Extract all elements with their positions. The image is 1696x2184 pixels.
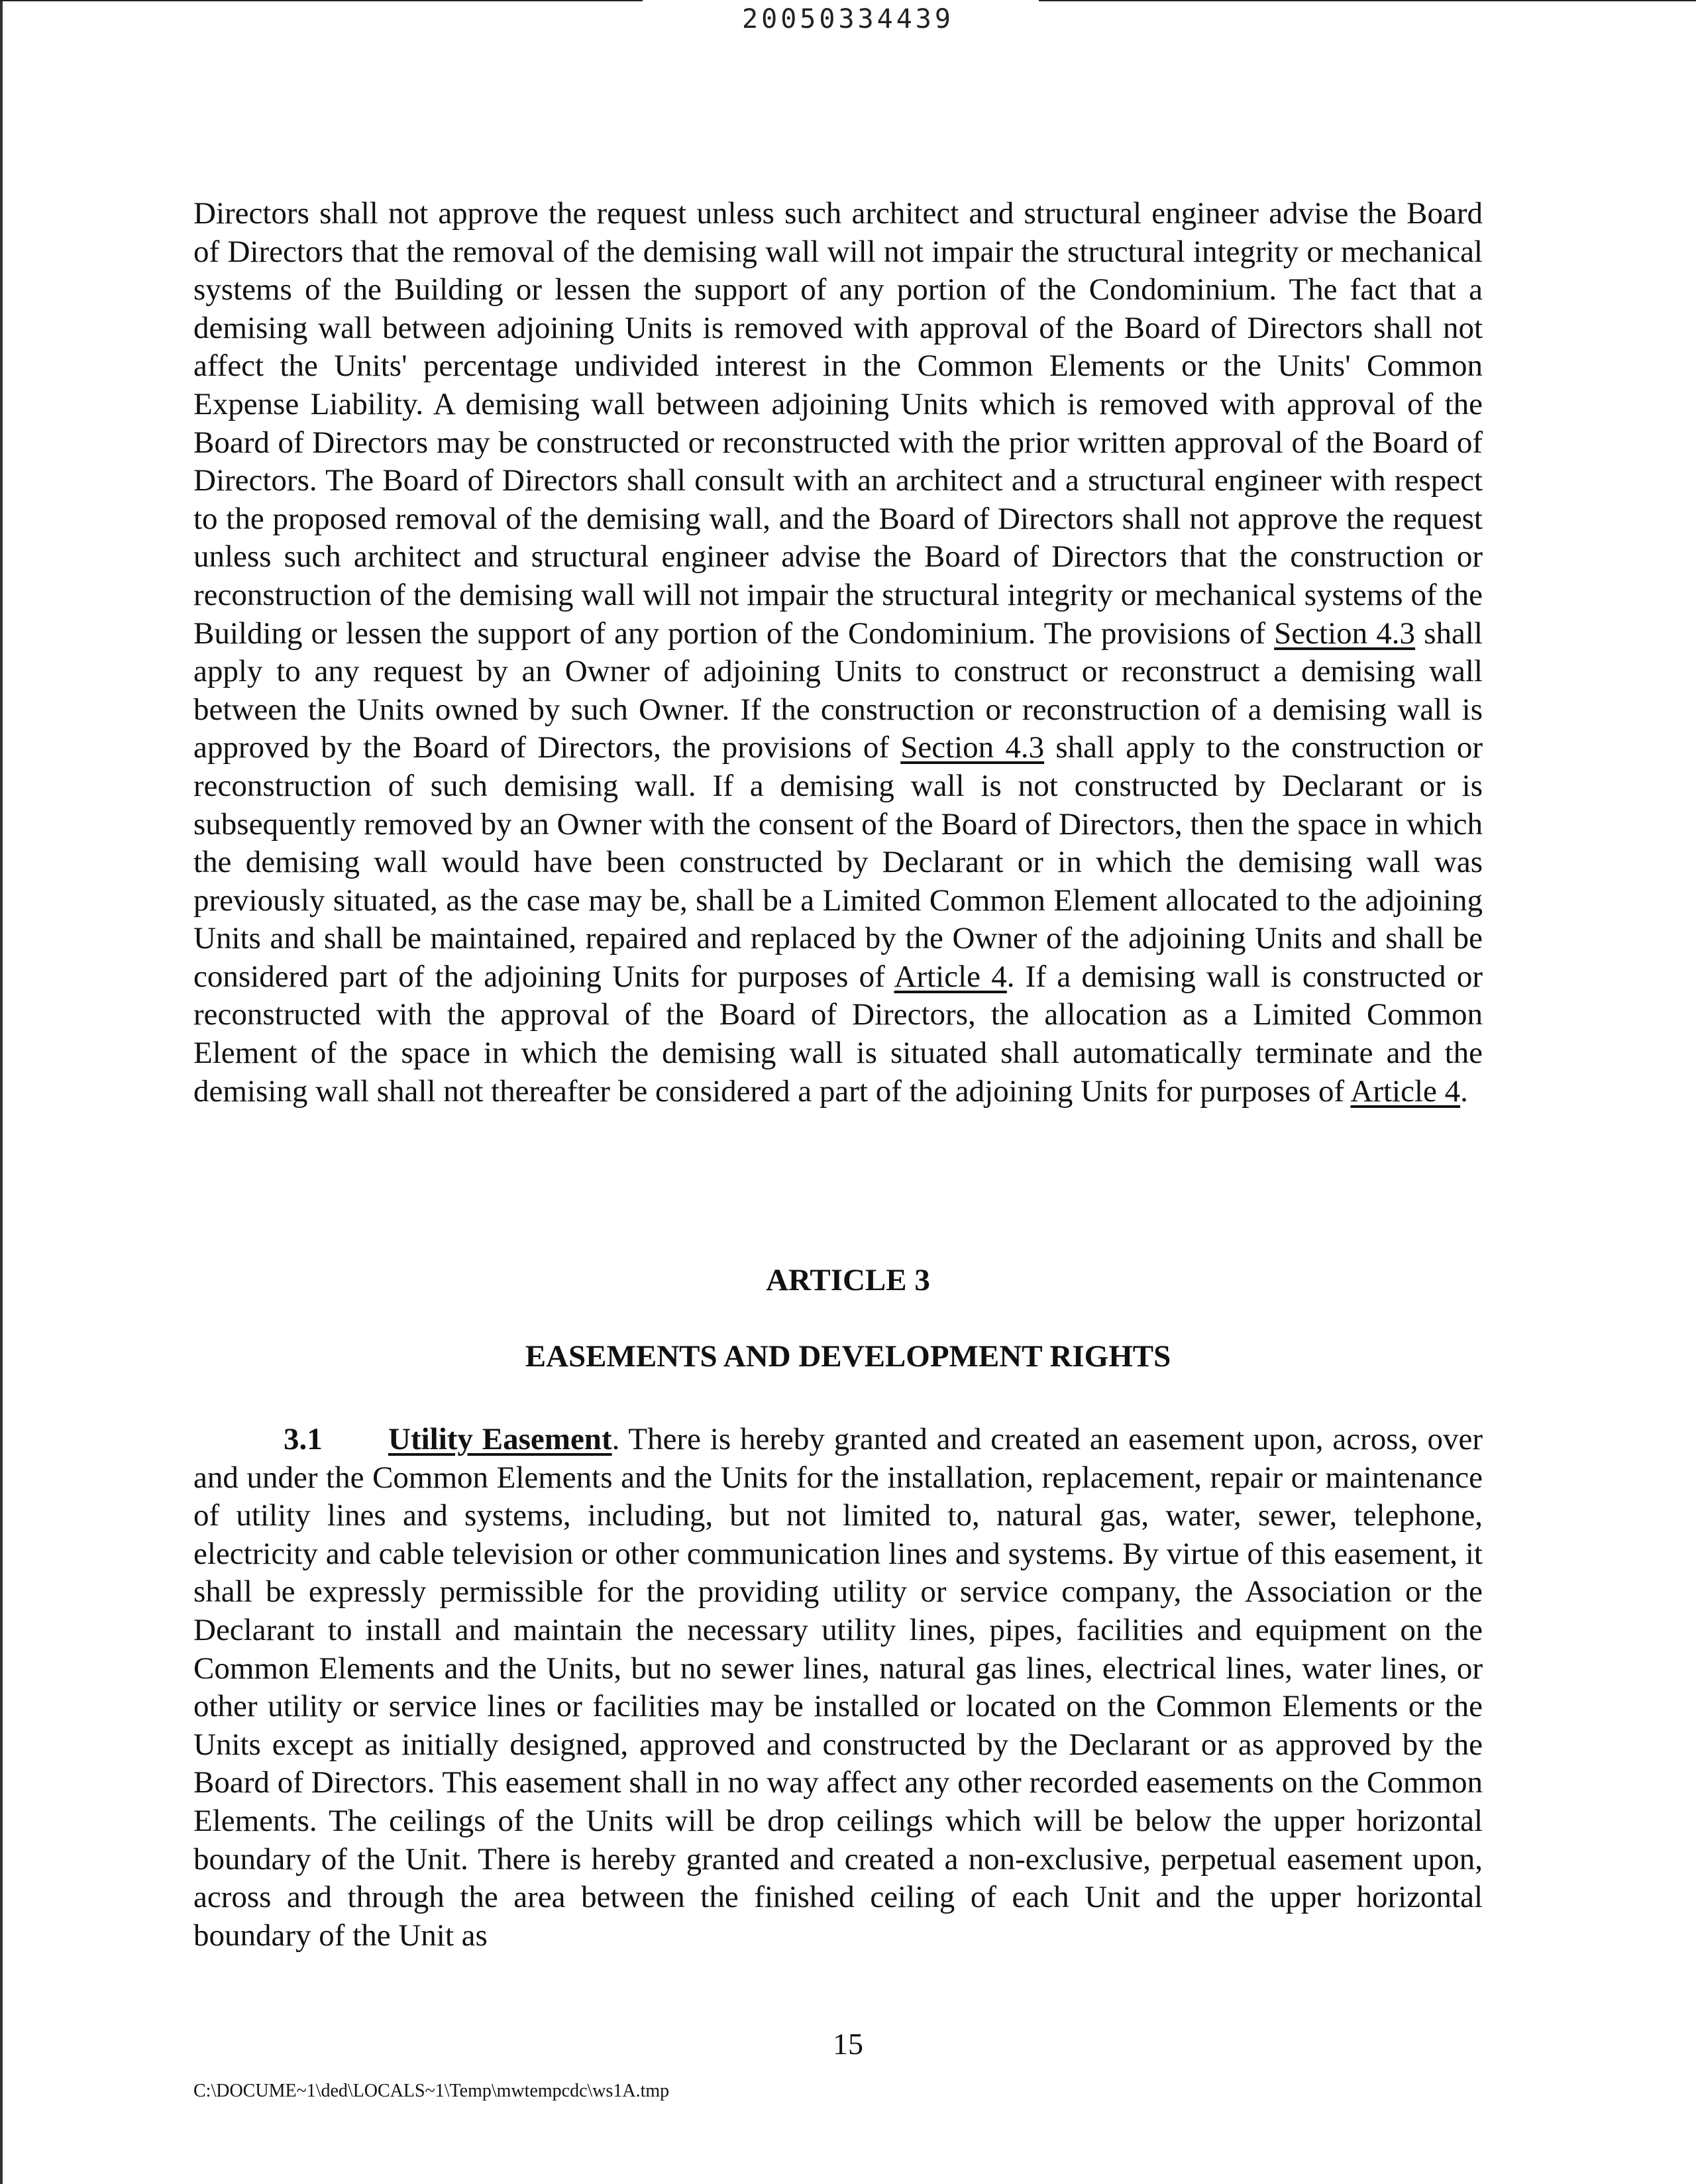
paragraph-text: . [1460,1073,1468,1109]
header-rule-left [0,0,643,1]
section-number: 3.1 [284,1422,323,1456]
section-text: . There is hereby granted and created an easement upon, across, over and under the Common Elements and the Units for the installation, replacement, repair or maintenance of utility lines and systems, including, but not limited to, natural gas, water, sewer, telephone, electricity and cable television or other communication lines and systems. By virtue of this easement, it shall be expressly permissible for the providing utility or service company, the Association or the Declarant to install and maintain the necessary utility lines, pipes, facilities and equipment on the Common Elements and the Units, but no sewer lines, natural gas lines, electrical lines, water lines, or other utility or service lines or facilities may be installed or located on the Common Elements or the Units except as initially designed, approved and constructed by the Declarant or as approved by the Board of Directors. This easement shall in no way affect any other recorded easements on the Common Elements. The ceilings of the Units will be drop ceilings which will be below the upper horizontal boundary of the Unit. There is hereby granted and created a non-exclusive, perpetual easement upon, across and through the area between the finished ceiling of each Unit and the upper horizontal boundary of the Unit as [193,1422,1483,1953]
article-reference: Article 4 [894,959,1007,994]
section-reference: Section 4.3 [900,730,1045,765]
scan-edge [0,0,3,2184]
paragraph-demising-wall [193,195,1483,1111]
document-number: 20050334439 [742,4,954,34]
section-title: Utility Easement [388,1422,612,1456]
paragraph-text: . If a demising wall is constructed or reconstructed with the approval of the Board of Directors, the allocation as a Limited Common Element of the space in which the demising wall is situated shall automatically terminate and the demising wall shall not thereafter be considered a part of the adjoining Units for purposes of [193,959,1483,1109]
article-reference: Article 4 [1350,1073,1461,1109]
page-number: 15 [833,2027,863,2061]
section-reference: Section 4.3 [1274,616,1416,651]
article-title: EASEMENTS AND DEVELOPMENT RIGHTS [525,1339,1171,1374]
section-utility-easement [193,1421,1483,1955]
article-heading: ARTICLE 3 [766,1263,930,1297]
file-path: C:\DOCUME~1\ded\LOCALS~1\Temp\mwtempcdc\ws1A.tmp [193,2081,670,2101]
header-rule-right [1039,0,1696,1]
paragraph-text: shall apply to the construction or reconstruction of such demising wall. If a demising wall is not constructed by Declarant or is subsequently removed by an Owner with the consent of the Board of Directors, then the space in which the demising wall would have been constructed by Declarant or in which the demising wall was previously situated, as the case may be, shall be a Limited Common Element allocated to the adjoining Units and shall be maintained, repaired and replaced by the Owner of the adjoining Units and shall be considered part of the adjoining Units for purposes of [193,730,1483,994]
paragraph-text: Directors shall not approve the request unless such architect and structural engineer advise the Board of Directors that the removal of the demising wall will not impair the structural integrity or mechanical systems of the Building or lessen the support of any portion of the Condominium. The fact that a demising wall between adjoining Units is removed with approval of the Board of Directors shall not affect the Units' percentage undivided interest in the Common Elements or the Units' Common Expense Liability. A demising wall between adjoining Units which is removed with approval of the Board of Directors may be constructed or reconstructed with the prior written approval of the Board of Directors. The Board of Directors shall consult with an architect and a structural engineer with respect to the proposed removal of the demising wall, and the Board of Directors shall not approve the request unless such architect and structural engineer advise the Board of Directors that the construction or reconstruction of the demising wall will not impair the structural integrity or mechanical systems of the Building or lessen the support of any portion of the Condominium. The provisions of [193,196,1483,651]
paragraph-text: shall apply to any request by an Owner of adjoining Units to construct or reconstruct a demising wall between the Units owned by such Owner. If the construction or reconstruction of a demising wall is approved by the Board of Directors, the provisions of [193,616,1483,765]
